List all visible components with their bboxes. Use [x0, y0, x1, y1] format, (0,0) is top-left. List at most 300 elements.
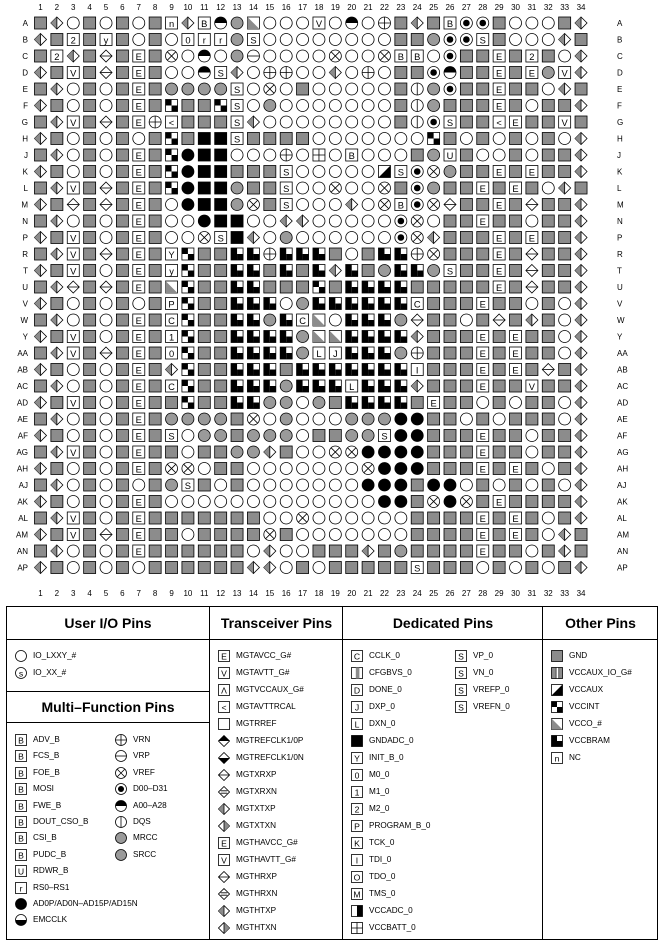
legend-dedicated — [342, 607, 543, 939]
pin-AH17 — [297, 463, 309, 475]
pin-AN26 — [444, 545, 456, 557]
pin-A25 — [428, 17, 440, 29]
row-label-right: L — [617, 184, 622, 193]
pin-E3 — [67, 83, 79, 95]
pin-W24 — [411, 314, 423, 326]
pin-F30 — [510, 100, 522, 112]
svg-text:C: C — [413, 299, 421, 310]
legend-item-dedicated — [351, 904, 413, 918]
svg-text:E: E — [135, 530, 142, 541]
pin-L27 — [460, 182, 472, 194]
pin-H8 — [149, 133, 161, 145]
row-label-left: E — [22, 85, 28, 94]
pin-AG21 — [362, 446, 374, 458]
pin-B1 — [35, 34, 47, 46]
svg-text:2: 2 — [70, 35, 76, 46]
pin-K34 — [575, 166, 587, 178]
pin-T19 — [329, 265, 341, 277]
pin-E16 — [280, 83, 292, 95]
svg-text:C: C — [168, 381, 175, 392]
legend-item-dedicated — [351, 921, 416, 935]
pin-T11 — [198, 265, 210, 277]
pin-W21 — [362, 314, 374, 326]
pin-AB19 — [329, 364, 341, 376]
pin-U17 — [297, 281, 309, 293]
pin-L19 — [329, 182, 341, 194]
pin-AF8 — [149, 430, 161, 442]
pin-W9 — [166, 314, 178, 326]
pin-V23 — [395, 298, 407, 310]
pin-AP22 — [378, 562, 390, 574]
pin-N20 — [346, 215, 358, 227]
pin-AD7 — [133, 397, 145, 409]
pin-L14 — [247, 182, 259, 194]
pin-C20 — [346, 50, 358, 62]
svg-text:0: 0 — [185, 35, 191, 46]
pin-C1 — [35, 50, 47, 62]
pin-V3 — [67, 298, 79, 310]
legend-symbol-icon — [218, 735, 230, 747]
pin-B30 — [510, 34, 522, 46]
pin-AL18 — [313, 512, 325, 524]
pin-AJ20 — [346, 479, 358, 491]
pin-G8 — [149, 116, 161, 128]
pin-L8 — [149, 182, 161, 194]
pin-AH27 — [460, 463, 472, 475]
pin-AF18 — [313, 430, 325, 442]
pin-AA26 — [444, 347, 456, 359]
pin-AD16 — [280, 397, 292, 409]
svg-text:J: J — [354, 702, 360, 713]
pin-T16 — [280, 265, 292, 277]
svg-text:E: E — [135, 117, 142, 128]
pin-T22 — [378, 265, 390, 277]
pin-AA12 — [215, 347, 227, 359]
pin-K1 — [35, 166, 47, 178]
svg-text:E: E — [135, 546, 142, 557]
legend-symbol-icon — [218, 922, 230, 934]
legend-item-multi-function — [115, 782, 168, 796]
col-label-bottom: 27 — [461, 589, 471, 598]
pin-W7 — [133, 314, 145, 326]
pin-J15 — [264, 149, 276, 161]
pin-F29 — [493, 100, 505, 112]
svg-text:B: B — [18, 768, 24, 779]
col-label-top: 8 — [152, 3, 158, 12]
pin-C6 — [116, 50, 128, 62]
pin-AL15 — [264, 512, 276, 524]
pin-AL4 — [84, 512, 96, 524]
pin-K28 — [477, 166, 489, 178]
legend-item-dedicated — [455, 649, 493, 663]
legend-item-dedicated — [455, 666, 493, 680]
pin-B23 — [395, 34, 407, 46]
legend-symbol-icon — [115, 849, 127, 861]
svg-text:V: V — [70, 117, 77, 128]
svg-text:V: V — [70, 447, 77, 458]
legend-label: VREFN_0 — [473, 702, 510, 711]
pin-N3 — [67, 215, 79, 227]
pin-AA25 — [428, 347, 440, 359]
svg-text:V: V — [561, 68, 568, 79]
legend-label: PROGRAM_B_0 — [369, 821, 431, 830]
row-label-left: W — [20, 316, 28, 325]
pin-W27 — [460, 314, 472, 326]
pin-AP29 — [493, 562, 505, 574]
pin-J26 — [444, 149, 456, 161]
pin-D6 — [116, 67, 128, 79]
pin-AH16 — [280, 463, 292, 475]
col-label-bottom: 16 — [281, 589, 291, 598]
legend-symbol-icon — [218, 871, 230, 883]
pin-L22 — [378, 182, 390, 194]
pin-AE11 — [198, 413, 210, 425]
legend-item-dedicated — [351, 649, 400, 663]
svg-text:S: S — [168, 431, 175, 442]
pin-AJ23 — [395, 479, 407, 491]
col-label-bottom: 26 — [445, 589, 455, 598]
pin-W23 — [395, 314, 407, 326]
svg-text:L: L — [349, 381, 355, 392]
pin-N30 — [510, 215, 522, 227]
pin-AG22 — [378, 446, 390, 458]
pin-AJ16 — [280, 479, 292, 491]
pin-J1 — [35, 149, 47, 161]
pin-AN10 — [182, 545, 194, 557]
legend-item-transceiver — [218, 649, 291, 663]
svg-text:V: V — [70, 68, 77, 79]
pin-AD10 — [182, 397, 194, 409]
pin-AA16 — [280, 347, 292, 359]
pin-G29 — [493, 116, 505, 128]
pin-L9 — [166, 182, 178, 194]
legend-item-other — [551, 717, 602, 731]
pin-AA3 — [67, 347, 79, 359]
pin-AA29 — [493, 347, 505, 359]
pin-D17 — [297, 67, 309, 79]
col-label-bottom: 4 — [87, 589, 92, 598]
svg-text:E: E — [135, 282, 142, 293]
pin-AB6 — [116, 364, 128, 376]
svg-text:E: E — [512, 183, 519, 194]
pin-AB12 — [215, 364, 227, 376]
legend-label: FCS_B — [33, 751, 60, 761]
pin-AP25 — [428, 562, 440, 574]
pin-A10 — [182, 17, 194, 29]
pin-T18 — [313, 265, 325, 277]
pin-AN8 — [149, 545, 161, 557]
pin-G16 — [280, 116, 292, 128]
svg-text:y: y — [103, 35, 109, 46]
pin-Y7 — [133, 331, 145, 343]
svg-text:E: E — [479, 299, 486, 310]
pin-R19 — [329, 248, 341, 260]
pin-F9 — [166, 100, 178, 112]
legend-item-multi-function — [115, 848, 156, 862]
pin-R20 — [346, 248, 358, 260]
legend-symbol-icon — [455, 650, 467, 662]
svg-text:2: 2 — [54, 51, 60, 62]
pin-C34 — [575, 50, 587, 62]
pin-AG4 — [84, 446, 96, 458]
pin-V1 — [35, 298, 47, 310]
svg-text:S: S — [446, 117, 454, 128]
col-label-bottom: 6 — [120, 589, 125, 598]
pin-L17 — [297, 182, 309, 194]
pin-K8 — [149, 166, 161, 178]
legend-item-multi-function — [115, 733, 150, 747]
legend-symbol-icon — [218, 701, 230, 713]
pin-AP26 — [444, 562, 456, 574]
svg-text:E: E — [496, 51, 503, 62]
pin-U31 — [526, 281, 538, 293]
legend-item-transceiver — [218, 683, 304, 697]
pin-M16 — [280, 199, 292, 211]
pin-P10 — [182, 232, 194, 244]
pin-F3 — [67, 100, 79, 112]
pin-AK26 — [444, 496, 456, 508]
pin-P12 — [215, 232, 227, 244]
svg-text:V: V — [70, 398, 77, 409]
legend-item-dedicated — [351, 717, 395, 731]
pin-J6 — [116, 149, 128, 161]
pin-F13 — [231, 100, 243, 112]
pin-AK25 — [428, 496, 440, 508]
legend-symbol-icon — [551, 650, 563, 662]
legend-symbol-icon — [218, 854, 230, 866]
row-label-right: M — [617, 200, 624, 210]
pin-AM24 — [411, 529, 423, 541]
pin-AD4 — [84, 397, 96, 409]
pin-D14 — [247, 67, 259, 79]
pin-A13 — [231, 17, 243, 29]
row-label-left: P — [22, 233, 28, 243]
pin-AE12 — [215, 413, 227, 425]
svg-text:E: E — [528, 233, 536, 244]
pin-AA18 — [313, 347, 325, 359]
pin-D31 — [526, 67, 538, 79]
pin-K11 — [198, 166, 210, 178]
legend-label: IO_LXXY_# — [33, 651, 77, 660]
pin-F15 — [264, 100, 276, 112]
pin-C11 — [198, 50, 210, 62]
pin-AG33 — [559, 446, 571, 458]
pin-AN4 — [84, 545, 96, 557]
pin-E23 — [395, 83, 407, 95]
pin-U32 — [542, 281, 554, 293]
pin-K13 — [231, 166, 243, 178]
pin-K15 — [264, 166, 276, 178]
row-label-right: B — [617, 35, 623, 45]
col-label-top: 15 — [265, 3, 275, 12]
col-label-top: 30 — [511, 3, 520, 12]
pin-A34 — [575, 17, 587, 29]
pin-AB16 — [280, 364, 292, 376]
pin-AG3 — [67, 446, 79, 458]
pin-AB9 — [166, 364, 178, 376]
pin-J31 — [526, 149, 538, 161]
row-label-right: C — [617, 52, 623, 61]
pin-AJ21 — [362, 479, 374, 491]
col-label-bottom: 12 — [216, 589, 226, 598]
pin-AG11 — [198, 446, 210, 458]
pin-AG32 — [542, 446, 554, 458]
pin-K24 — [411, 166, 423, 178]
svg-text:E: E — [512, 530, 519, 541]
pin-N18 — [313, 215, 325, 227]
pin-AF3 — [67, 430, 79, 442]
pin-AP12 — [215, 562, 227, 574]
pin-R6 — [116, 248, 128, 260]
pin-Y3 — [67, 331, 79, 343]
pin-AL14 — [247, 512, 259, 524]
svg-text:<: < — [168, 117, 175, 128]
col-label-bottom: 19 — [330, 589, 340, 598]
pin-V33 — [559, 298, 571, 310]
pin-P4 — [84, 232, 96, 244]
pin-H32 — [542, 133, 554, 145]
svg-text:E: E — [135, 183, 142, 194]
legend-title-other: Other Pins — [543, 607, 658, 640]
pin-A28 — [477, 17, 489, 29]
pin-AF26 — [444, 430, 456, 442]
pin-AM8 — [149, 529, 161, 541]
pin-AA6 — [116, 347, 128, 359]
col-label-top: 13 — [232, 3, 242, 12]
svg-text:E: E — [528, 68, 536, 79]
row-label-left: AH — [16, 464, 28, 474]
pin-AB1 — [35, 364, 47, 376]
pin-U11 — [198, 281, 210, 293]
pin-AL9 — [166, 512, 178, 524]
row-label-left: AB — [17, 365, 28, 375]
row-label-right: AL — [617, 514, 627, 523]
pin-K19 — [329, 166, 341, 178]
pin-A20 — [346, 17, 358, 29]
pin-H25 — [428, 133, 440, 145]
svg-text:E: E — [135, 249, 142, 260]
pin-AM2 — [51, 529, 63, 541]
pin-H17 — [297, 133, 309, 145]
pin-K29 — [493, 166, 505, 178]
pin-A12 — [215, 17, 227, 29]
svg-text:V: V — [70, 513, 77, 524]
pin-B6 — [116, 34, 128, 46]
legend-panel — [6, 606, 658, 940]
pin-U20 — [346, 281, 358, 293]
svg-text:S: S — [458, 651, 464, 662]
legend-label: TCK_0 — [369, 838, 395, 847]
pin-AF7 — [133, 430, 145, 442]
pin-P26 — [444, 232, 456, 244]
pin-AA2 — [51, 347, 63, 359]
pin-D21 — [362, 67, 374, 79]
svg-text:E: E — [496, 68, 503, 79]
svg-text:B: B — [18, 735, 24, 746]
pin-AL13 — [231, 512, 243, 524]
legend-item-dedicated — [351, 683, 402, 697]
pin-AC4 — [84, 380, 96, 392]
pin-AA23 — [395, 347, 407, 359]
pin-AB34 — [575, 364, 587, 376]
pin-AA32 — [542, 347, 554, 359]
svg-text:E: E — [528, 167, 536, 178]
pin-V19 — [329, 298, 341, 310]
pin-AM27 — [460, 529, 472, 541]
pin-M21 — [362, 199, 374, 211]
pin-L16 — [280, 182, 292, 194]
pin-L18 — [313, 182, 325, 194]
svg-text:E: E — [135, 315, 142, 326]
pin-H21 — [362, 133, 374, 145]
pin-AJ29 — [493, 479, 505, 491]
row-label-right: AH — [617, 464, 629, 474]
legend-transceiver — [209, 607, 343, 939]
pin-AF34 — [575, 430, 587, 442]
legend-item-transceiver — [218, 853, 296, 867]
pin-AC32 — [542, 380, 554, 392]
row-label-left: T — [23, 266, 28, 276]
pin-C4 — [84, 50, 96, 62]
pin-D8 — [149, 67, 161, 79]
pin-M9 — [166, 199, 178, 211]
legend-item-dedicated — [351, 734, 414, 748]
pin-AJ34 — [575, 479, 587, 491]
pin-A16 — [280, 17, 292, 29]
pin-D24 — [411, 67, 423, 79]
pin-F31 — [526, 100, 538, 112]
pin-K16 — [280, 166, 292, 178]
legend-label: DONE_0 — [369, 685, 402, 694]
svg-text:E: E — [135, 167, 142, 178]
pin-P15 — [264, 232, 276, 244]
legend-symbol-icon — [15, 898, 27, 910]
pin-L34 — [575, 182, 587, 194]
pin-AP27 — [460, 562, 472, 574]
pin-C18 — [313, 50, 325, 62]
pin-A24 — [411, 17, 423, 29]
pin-L1 — [35, 182, 47, 194]
pin-U21 — [362, 281, 374, 293]
pin-AA34 — [575, 347, 587, 359]
legend-label: VCCO_# — [569, 719, 602, 728]
col-label-top: 26 — [445, 3, 455, 12]
pin-N28 — [477, 215, 489, 227]
pin-AJ31 — [526, 479, 538, 491]
pin-C13 — [231, 50, 243, 62]
pin-AH26 — [444, 463, 456, 475]
pin-E34 — [575, 83, 587, 95]
pin-AH19 — [329, 463, 341, 475]
row-label-right: AD — [617, 398, 629, 408]
pin-AE16 — [280, 413, 292, 425]
legend-label: VREF — [133, 767, 155, 777]
pin-AF33 — [559, 430, 571, 442]
pin-AM14 — [247, 529, 259, 541]
pin-W18 — [313, 314, 325, 326]
svg-text:O: O — [353, 872, 361, 883]
row-label-right: U — [617, 283, 623, 292]
pin-AC33 — [559, 380, 571, 392]
pin-L7 — [133, 182, 145, 194]
pin-N9 — [166, 215, 178, 227]
legend-item-multi-function — [15, 766, 60, 780]
svg-text:E: E — [430, 398, 437, 409]
pin-AP19 — [329, 562, 341, 574]
col-label-bottom: 13 — [232, 589, 242, 598]
pin-B9 — [166, 34, 178, 46]
pin-AJ1 — [35, 479, 47, 491]
